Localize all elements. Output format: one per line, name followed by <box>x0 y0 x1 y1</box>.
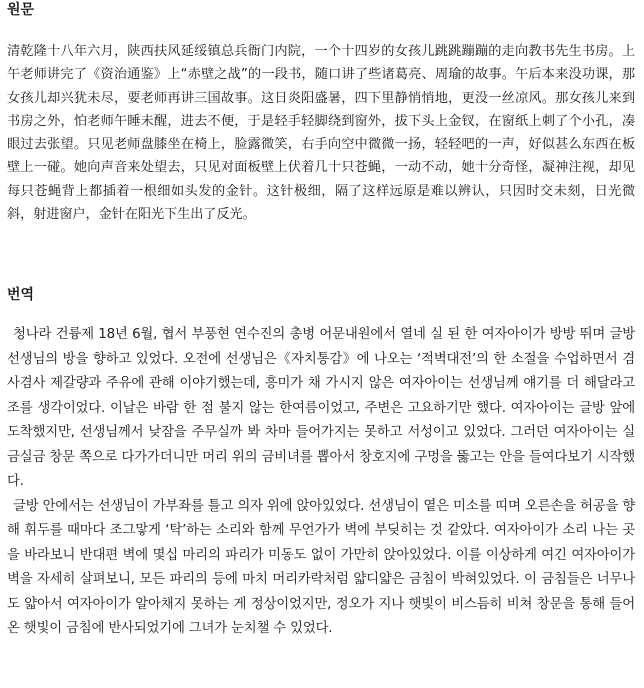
original-chinese-text <box>7 40 635 226</box>
translation-paragraph-2: 글방 안에서는 선생님이 가부좌를 틀고 의자 위에 앉아있었다. 선생님이 옅은 미소를 띠며 오른손을 허공을 향해 휘두를 때마다 조그맣게 ‘탁’하는 소리와 함께 무언가가 벽에 부딪히는 것 같았다. 여자아이가 소리 나는 곳을 바라보니 반대편 벽에 몇십 마리의 파리가 미동도 없이 가만히 앉아있었다. 이를 이상하게 여긴 여자아이가 벽을 자세히 살펴보니, 모든 파리의 등에 마치 머리카락처럼 얇디얇은 금침이 박혀있었다. 이 금침들은 너무나도 얇아서 여자아이가 알아채지 못하는 게 정상이었지만, 정오가 지나 햇빛이 비스듬히 비쳐 창문을 통해 들어온 햇빛이 금침에 반사되었기에 그녀가 눈치챌 수 있었다. <box>7 498 635 636</box>
original-paragraph: 清乾隆十八年六月，陕西扶风延绥镇总兵衙门内院，一个十四岁的女孩儿跳跳蹦蹦的走向教书先生书房。上午老师讲完了《资治通鉴》上“赤壁之战”的一段书，随口讲了些诸葛亮、周瑜的故事。午后本来没功课，那女孩儿却兴犹未尽，要老师再讲三国故事。这日炎阳盛暑，四下里静悄悄地，更没一丝凉风。那女孩儿来到书房之外，怕老师午睡未醒，进去不便，于是轻手轻脚绕到窗外，拔下头上金钗，在窗纸上刺了个小孔，凑眼过去张望。只见老师盘膝坐在椅上，脸露微笑，右手向空中微微一扬，轻轻吧的一声，好似甚么东西在板壁上一碰。她向声音来处望去，只见对面板壁上伏着几十只苍蝇，一动不动，她十分奇怪，凝神注视，却见每只苍蝇背上都插着一根细如头发的金针。这针极细，隔了这样远原是难以辨认，只因时交未刻，日光微斜，射进窗户，金针在阳光下生出了反光。 <box>7 44 635 223</box>
original-text-heading: 원문 <box>7 2 35 18</box>
translation-paragraph-1: 청나라 건륭제 18년 6월, 협서 부풍현 연수진의 총병 어문내원에서 열네 실 된 한 여자아이가 방방 뛰며 글방 선생님의 방을 향하고 있었다. 오전에 선생님은《자치통감》에 나오는 ‘적벽대전’의 한 소절을 수업하면서 겸사겸사 제갈량과 주유에 관해 이야기했는데, 흥미가 채 가시지 않은 여자아이는 선생님께 얘기를 더 해달라고 조를 생각이었다. 이날은 바람 한 점 불지 않는 한여름이었고, 주변은 고요하기만 했다. 여자아이는 글방 앞에 도착했지만, 선생님께서 낮잠을 주무실까 봐 차마 들어가지는 못하고 서성이고 있었다. 그러던 여자아이는 실금실금 창문 쪽으로 다가가더니만 머리 위의 금비녀를 뽑아서 창호지에 구멍을 뚫고는 안을 들여다보기 시작했다. <box>7 327 635 489</box>
korean-translation-text <box>7 323 635 642</box>
translation-heading: 번역 <box>7 287 35 303</box>
